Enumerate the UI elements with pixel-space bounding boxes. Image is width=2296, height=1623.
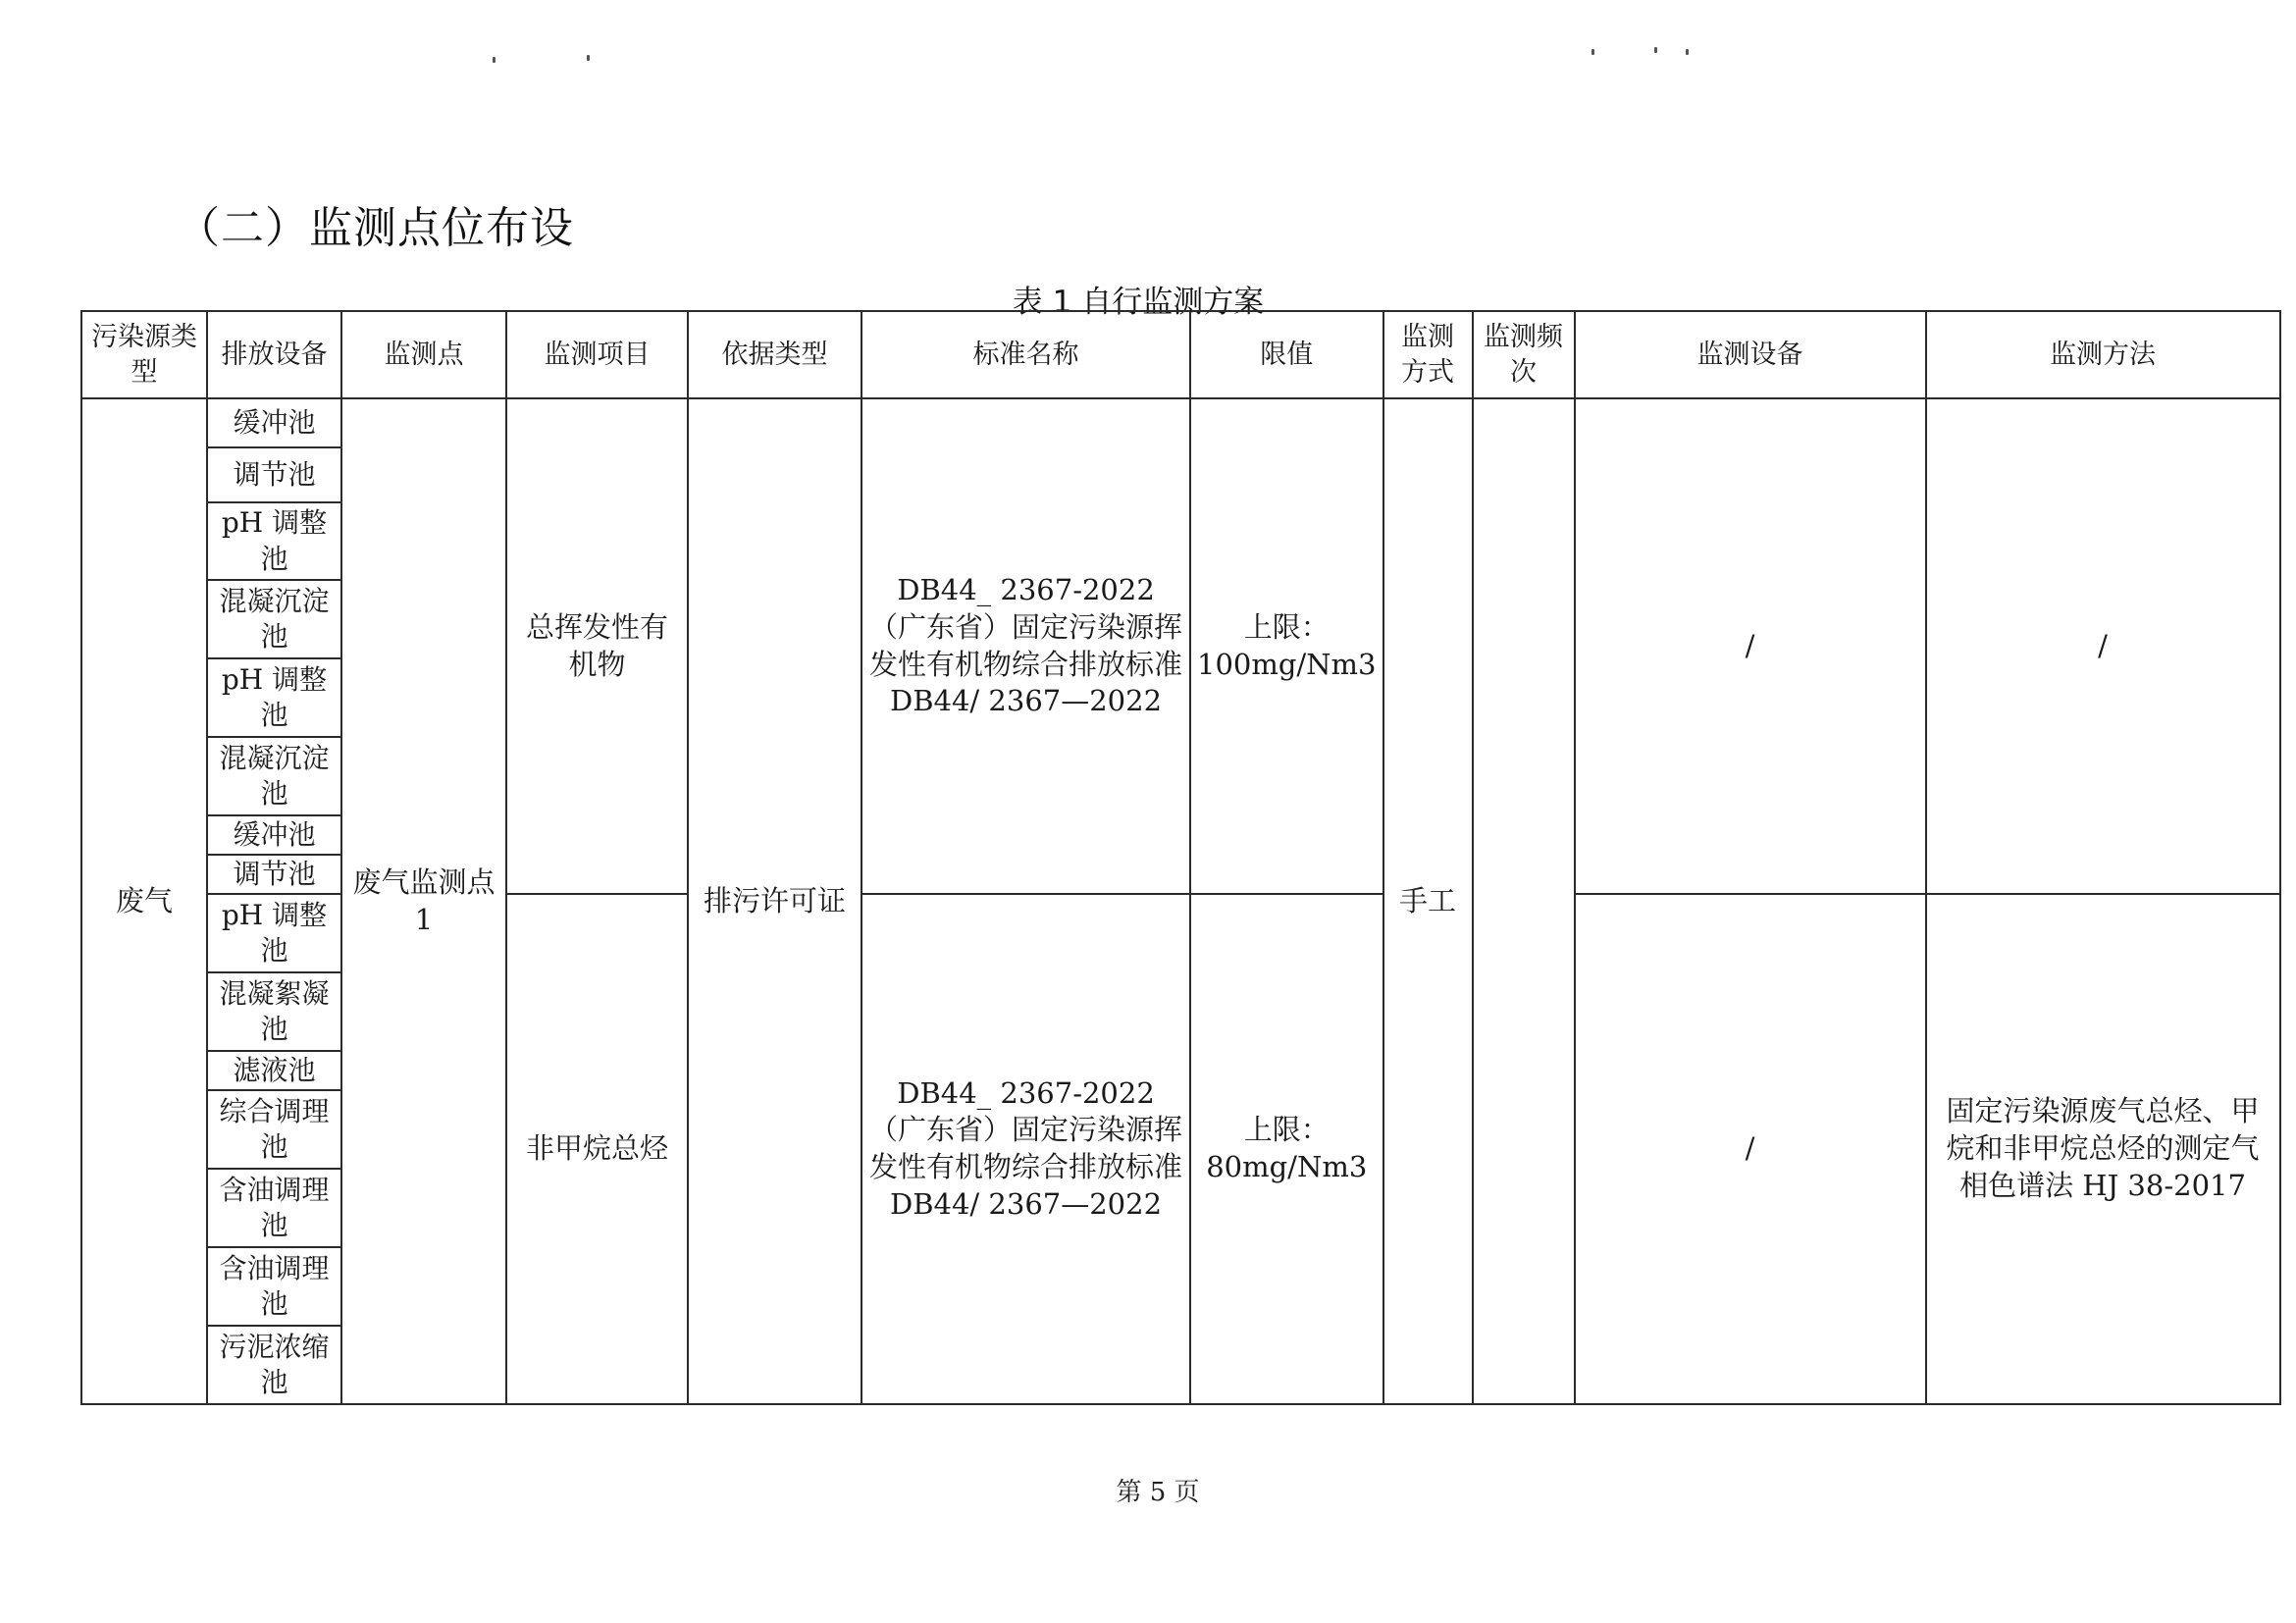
monitoring-frequency-cell xyxy=(1473,398,1575,1404)
equipment-cell: 混凝絮凝池 xyxy=(207,972,341,1051)
equipment-cell: 污泥浓缩池 xyxy=(207,1326,341,1404)
monitoring-point-cell: 废气监测点 1 xyxy=(341,398,506,1404)
equipment-cell: 含油调理池 xyxy=(207,1247,341,1326)
equipment-cell: 滤液池 xyxy=(207,1051,341,1090)
equipment-cell: pH 调整池 xyxy=(207,894,341,972)
equipment-cell: 含油调理池 xyxy=(207,1169,341,1247)
equipment-cell: 缓冲池 xyxy=(207,398,341,447)
equipment-cell: 调节池 xyxy=(207,447,341,502)
table-row xyxy=(81,398,2280,447)
table-caption: 表 1 自行监测方案 xyxy=(1012,285,1265,320)
header-cell: 标准名称 xyxy=(861,311,1190,398)
header-cell: 限值 xyxy=(1190,311,1383,398)
pollution-type-cell: 废气 xyxy=(81,398,207,1404)
method-cell: 固定污染源废气总烃、甲烷和非甲烷总烃的测定气相色谱法 HJ 38-2017 xyxy=(1926,894,2280,1404)
equipment-cell: 缓冲池 xyxy=(207,815,341,855)
header-cell: 监测频次 xyxy=(1473,311,1575,398)
header-cell: 监测点 xyxy=(341,311,506,398)
header-cell: 监测方法 xyxy=(1926,311,2280,398)
equipment-spec-cell: / xyxy=(1575,398,1926,894)
header-cell: 监测项目 xyxy=(506,311,688,398)
header-cell: 排放设备 xyxy=(207,311,341,398)
item-name-cell: 总挥发性有机物 xyxy=(506,398,688,894)
header-cell: 污染源类型 xyxy=(81,311,207,398)
equipment-cell: 混凝沉淀池 xyxy=(207,737,341,815)
equipment-cell: 混凝沉淀池 xyxy=(207,580,341,658)
header-cell: 依据类型 xyxy=(688,311,861,398)
standard-cell: DB44_ 2367-2022 （广东省）固定污染源挥发性有机物综合排放标准 DB44/ 2367—2022 xyxy=(861,894,1190,1404)
standard-cell: DB44_ 2367-2022 （广东省）固定污染源挥发性有机物综合排放标准 DB44/ 2367—2022 xyxy=(861,398,1190,894)
method-cell: / xyxy=(1926,398,2280,894)
equipment-cell: 综合调理池 xyxy=(207,1090,341,1169)
section-heading: （二）监测点位布设 xyxy=(177,203,574,253)
item-name-cell: 非甲烷总烃 xyxy=(506,894,688,1404)
monitoring-plan-table xyxy=(80,310,2281,1405)
header-row xyxy=(81,311,2280,398)
limit-cell: 上限：80mg/Nm3 xyxy=(1190,894,1383,1404)
header-cell: 监测方式 xyxy=(1383,311,1473,398)
page-number: 第 5 页 xyxy=(1116,1478,1200,1507)
equipment-spec-cell: / xyxy=(1575,894,1926,1404)
monitoring-mode-cell: 手工 xyxy=(1383,398,1473,1404)
header-cell: 监测设备 xyxy=(1575,311,1926,398)
equipment-cell: 调节池 xyxy=(207,855,341,894)
equipment-cell: pH 调整池 xyxy=(207,658,341,737)
limit-cell: 上限：100mg/Nm3 xyxy=(1190,398,1383,894)
equipment-cell: pH 调整池 xyxy=(207,502,341,580)
basis-type-cell: 排污许可证 xyxy=(688,398,861,1404)
